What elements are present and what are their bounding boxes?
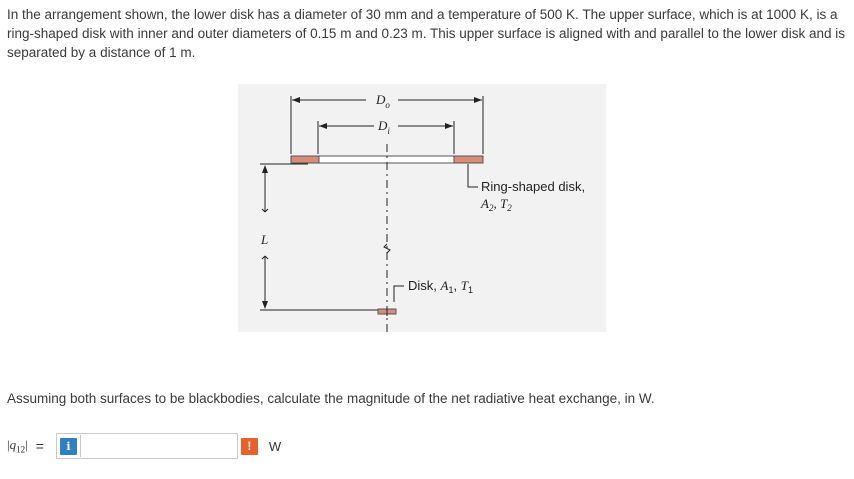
answer-variable-label: $|q_{12}|$: [7, 437, 28, 455]
di-arrowhead-left: [319, 123, 327, 129]
answer-row: [7, 432, 281, 460]
di-label: $D_i$: [378, 118, 390, 136]
equals-sign: =: [35, 438, 44, 454]
geometry-figure: [238, 84, 606, 332]
centerline-break: [384, 244, 390, 253]
disk-leader-line: [394, 286, 404, 302]
question-text: Assuming both surfaces to be blackbodies, calculate the magnitude of the net radiative heat exchange, in W.: [7, 391, 655, 406]
answer-field-wrapper: [56, 433, 238, 459]
answer-input[interactable]: [80, 435, 237, 457]
ring-right-segment: [454, 156, 483, 163]
unit-label: W: [268, 438, 282, 454]
di-arrowhead-right: [445, 123, 453, 129]
l-arrowhead-top: [262, 165, 268, 173]
ring-label-line1: Ring-shaped disk,: [481, 179, 586, 194]
info-icon[interactable]: i: [60, 438, 77, 455]
do-arrowhead-left: [292, 97, 300, 103]
l-arrowhead-bottom: [262, 301, 268, 309]
warning-icon: !: [241, 438, 258, 455]
figure-drawing: [238, 84, 606, 332]
ring-label-line2: $A_2$, $T_2$: [481, 196, 512, 213]
ring-left-segment: [291, 156, 319, 163]
do-arrowhead-right: [474, 97, 482, 103]
problem-statement: In the arrangement shown, the lower disk has a diameter of 30 mm and a temperature of 500 K. The upper surface, which is at 1000 K, is a ring-shaped disk with inner and outer diameters of 0.15 m and 0.23 m. This upper surface is aligned with and parallel to the lower disk and is separated by a distance of 1 m.: [7, 7, 845, 60]
l-label: L: [261, 232, 269, 247]
do-label: $D_o$: [376, 92, 390, 110]
disk-label: Disk, $A_1$, $T_1$: [408, 278, 473, 295]
ring-leader-line: [468, 164, 478, 187]
